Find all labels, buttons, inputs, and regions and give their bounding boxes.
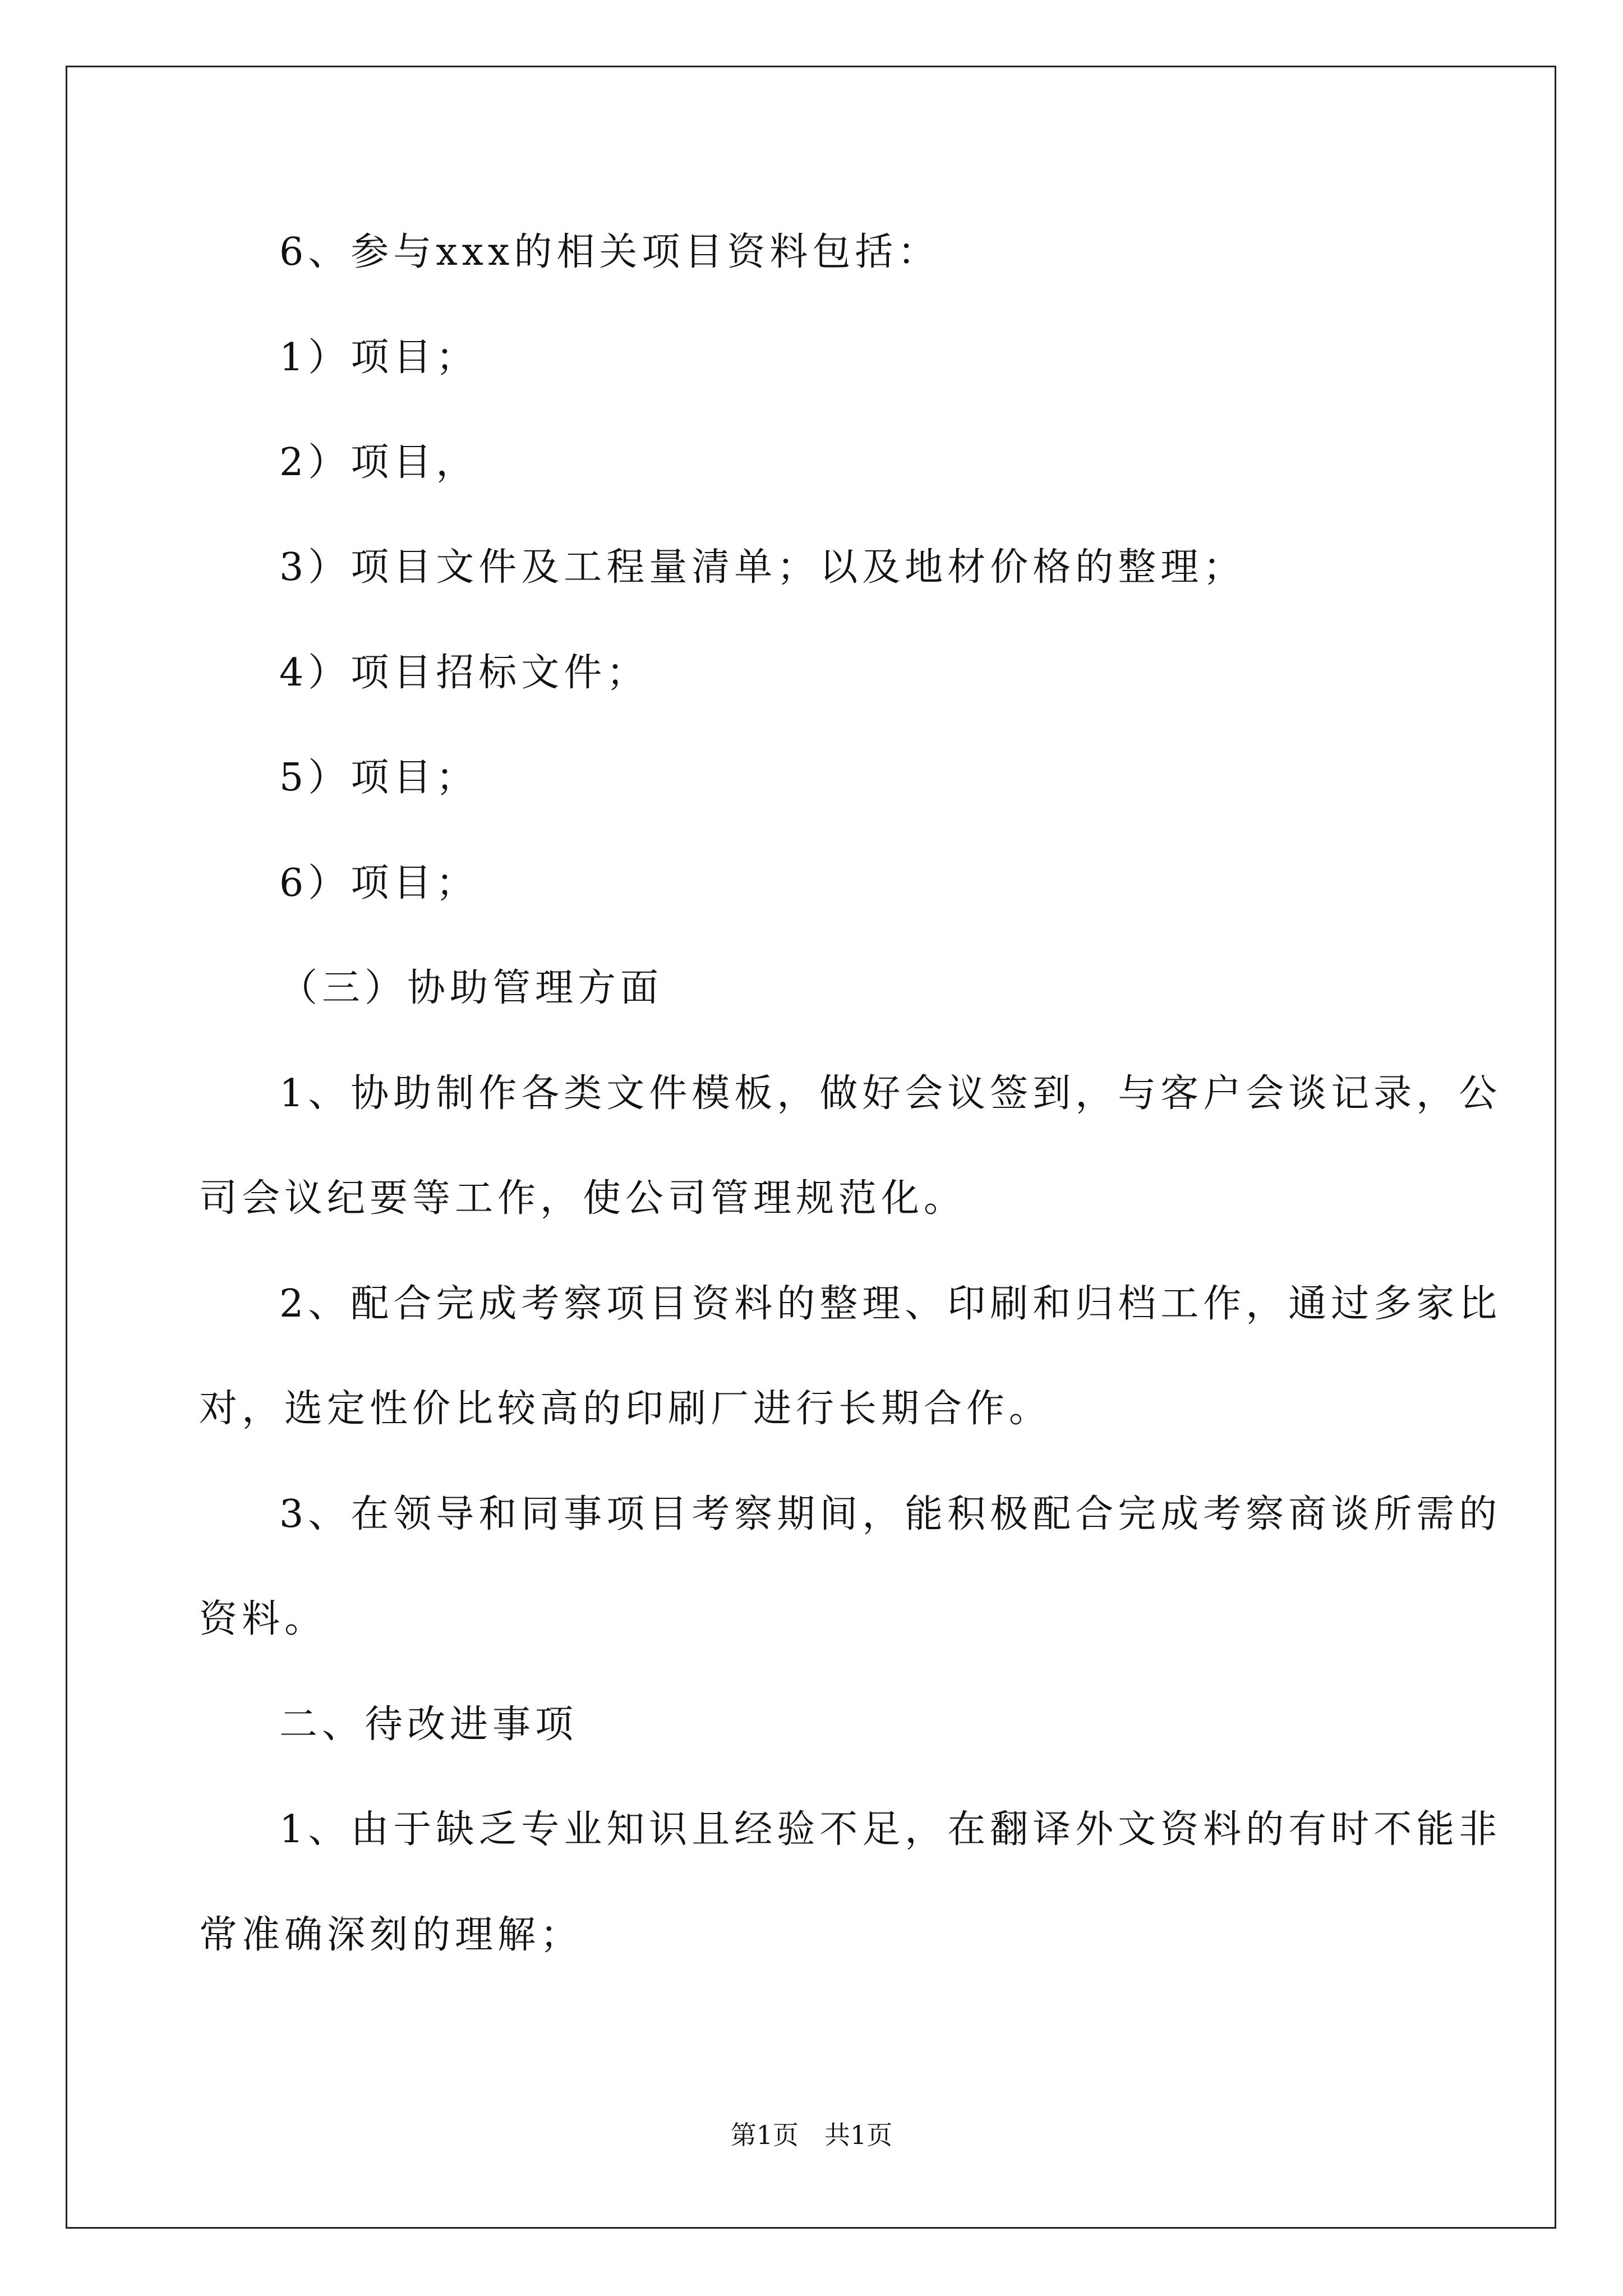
list-item-3: 3）项目文件及工程量清单；以及地材价格的整理； xyxy=(279,545,1246,590)
paragraph-1-line-1: 1、协助制作各类文件模板，做好会议签到，与客户会谈记录，公 xyxy=(279,1071,1502,1116)
paragraph-1-line-2: 司会议纪要等工作，使公司管理规范化。 xyxy=(199,1176,967,1221)
list-heading-6: 6、参与xxx的相关项目资料包括： xyxy=(279,230,940,274)
list-item-2: 2）项目， xyxy=(279,440,479,485)
list-item-4: 4）项目招标文件； xyxy=(279,651,649,695)
paragraph-2-line-2: 对，选定性价比较高的印刷厂进行长期合作。 xyxy=(199,1387,1052,1431)
paragraph-4-line-2: 常准确深刻的理解； xyxy=(199,1913,583,1957)
list-item-5: 5）项目； xyxy=(279,756,479,800)
paragraph-3-line-2: 资料。 xyxy=(199,1597,328,1641)
paragraph-3-line-1: 3、在领导和同事项目考察期间，能积极配合完成考察商谈所需的 xyxy=(279,1492,1502,1536)
list-item-1: 1）项目； xyxy=(279,335,479,380)
section-heading-3: （三）协助管理方面 xyxy=(279,966,663,1010)
page-number-current: 第1页 xyxy=(730,2120,799,2150)
list-item-6: 6）项目； xyxy=(279,861,479,905)
paragraph-2-line-1: 2、配合完成考察项目资料的整理、印刷和归档工作，通过多家比 xyxy=(279,1282,1502,1326)
page-number-total: 共1页 xyxy=(824,2120,893,2150)
paragraph-4-line-1: 1、由于缺乏专业知识且经验不足，在翻译外文资料的有时不能非 xyxy=(279,1807,1502,1852)
page-footer xyxy=(0,2118,1623,2152)
section-heading-2: 二、待改进事项 xyxy=(279,1703,578,1747)
page-border xyxy=(66,66,1556,2229)
